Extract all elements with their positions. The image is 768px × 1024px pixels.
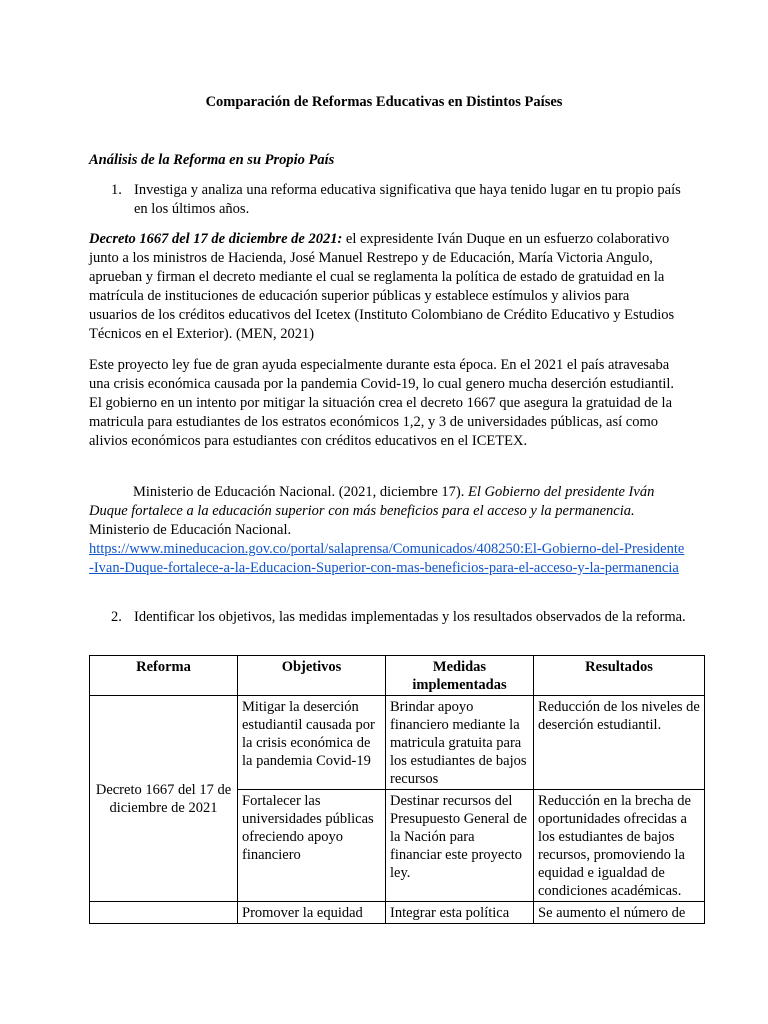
reform-table (89, 655, 705, 924)
medida-cell: Brindar apoyo financiero mediante la matricula gratuita para los estudiantes de bajos recursos (386, 696, 534, 790)
decree-lead: Decreto 1667 del 17 de diciembre de 2021: (89, 231, 343, 247)
decree-text: el expresidente Iván Duque en un esfuerzo colaborativo junto a los ministros de Hacienda, José Manuel Restrepo y de Educación, María Victoria Angulo, aprueban y firman el decreto mediante el cual se reglamenta la política de estado de gratuidad en la matrícula de instituciones de educación superior públicas y establece estímulos y alivios para usuarios de los créditos educativos del Icetex (Instituto Colombiano de Crédito Educativo y Estudios Técnicos en el Exterior). (MEN, 2021) (89, 231, 675, 342)
context-paragraph: Este proyecto ley fue de gran ayuda especialmente durante esta época. En el 2021 el país atravesaba una crisis económica causada por la pandemia Covid-19, lo cual genero mucha deserción estudiantil. El gobierno en un intento por mitigar la situación crea el decreto 1667 que asegura la gratuidad de la matricula para estudiantes de los estratos económicos 1,2, y 3 de universidades públicas, así como alivios económicos para estudiantes con créditos educativos en el ICETEX. (89, 357, 675, 449)
medida-cell: Destinar recursos del Presupuesto General de la Nación para financiar este proyecto ley. (386, 790, 534, 902)
reference-link[interactable]: https://www.mineducacion.gov.co/portal/salaprensa/Comunicados/408250:El-Gobierno-del-Presidente-Ivan-Duque-fortalece-a-la-Educacion-Superior-con-mas-beneficios-para-el-acceso-y-la-permanencia (89, 541, 685, 576)
list-text: Investiga y analiza una reforma educativa significativa que haya tenido lugar en tu propio país en los últimos años. (134, 182, 681, 217)
table-row (90, 696, 705, 790)
list-number: 1. (111, 182, 122, 198)
objetivo-cell: Mitigar la deserción estudiantil causada por la crisis económica de la pandemia Covid-19 (238, 696, 386, 790)
list-number: 2. (111, 609, 122, 625)
list-text: Identificar los objetivos, las medidas implementadas y los resultados observados de la reforma. (134, 609, 686, 625)
reference-title: El Gobierno del presidente Iván Duque fortalece a la educación superior con más beneficios para el acceso y la permanencia. (89, 484, 655, 519)
reforma-cell-empty (90, 902, 238, 924)
list-item (111, 181, 691, 219)
header-resultados: Resultados (534, 656, 705, 696)
reference-publisher: Ministerio de Educación Nacional. (89, 522, 292, 538)
reforma-cell: Decreto 1667 del 17 de diciembre de 2021 (90, 696, 238, 902)
resultado-cell: Reducción de los niveles de deserción estudiantil. (534, 696, 705, 790)
header-objetivos: Objetivos (238, 656, 386, 696)
decree-paragraph (89, 230, 679, 344)
objetivo-cell: Fortalecer las universidades públicas ofreciendo apoyo financiero (238, 790, 386, 902)
medida-cell: Integrar esta política (386, 902, 534, 924)
reference-entry (89, 483, 689, 578)
resultado-cell: Se aumento el número de (534, 902, 705, 924)
reference-author: Ministerio de Educación Nacional. (2021, diciembre 17). (133, 484, 469, 500)
resultado-cell: Reducción en la brecha de oportunidades ofrecidas a los estudiantes de bajos recursos, promoviendo la equidad e igualdad de condiciones académicas. (534, 790, 705, 902)
header-reforma: Reforma (90, 656, 238, 696)
document-title: Comparación de Reformas Educativas en Distintos Países (205, 94, 563, 110)
list-item (111, 608, 691, 627)
table-row (90, 902, 705, 924)
header-medidas: Medidas implementadas (386, 656, 534, 696)
section-heading: Análisis de la Reforma en su Propio País (89, 152, 335, 168)
objetivo-cell: Promover la equidad (238, 902, 386, 924)
table-header-row (90, 656, 705, 696)
